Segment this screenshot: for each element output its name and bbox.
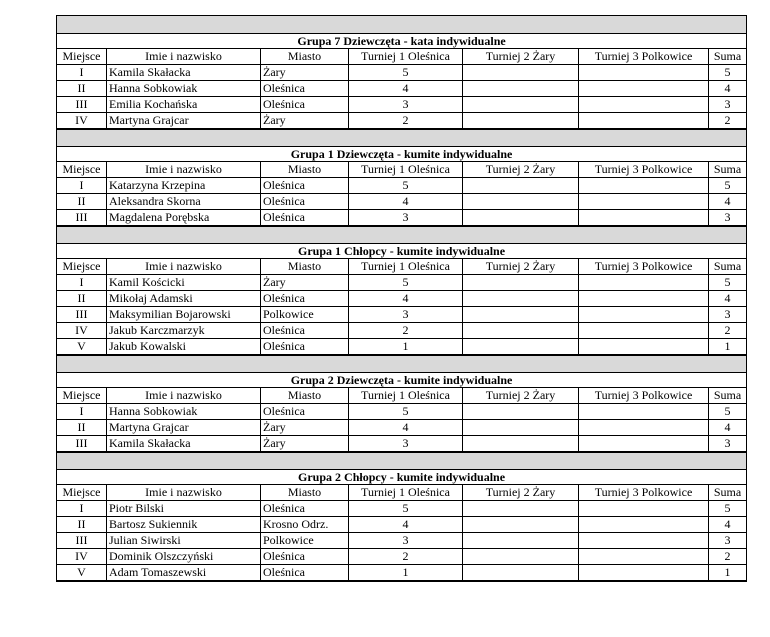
- cell-t2: [463, 533, 579, 549]
- group-title: Grupa 1 Chłopcy - kumite indywidualne: [57, 244, 747, 259]
- cell-t2: [463, 113, 579, 130]
- table-row: [57, 549, 747, 565]
- table-row: [57, 275, 747, 291]
- cell-t1: 4: [349, 420, 463, 436]
- cell-t3: [579, 565, 709, 582]
- column-header: Miejsce: [57, 388, 107, 404]
- cell-t1: 3: [349, 307, 463, 323]
- cell-t1: 5: [349, 501, 463, 517]
- cell-t2: [463, 307, 579, 323]
- column-header: Turniej 3 Polkowice: [579, 485, 709, 501]
- table-row: [57, 210, 747, 227]
- cell-t2: [463, 194, 579, 210]
- cell-t1: 4: [349, 291, 463, 307]
- group-separator: [57, 355, 747, 373]
- cell-t3: [579, 210, 709, 227]
- column-header: Turniej 3 Polkowice: [579, 162, 709, 178]
- cell-place: IV: [57, 323, 107, 339]
- cell-place: III: [57, 533, 107, 549]
- cell-t3: [579, 65, 709, 81]
- cell-place: III: [57, 436, 107, 453]
- table-row: [57, 113, 747, 130]
- cell-t3: [579, 549, 709, 565]
- cell-city: Oleśnica: [261, 291, 349, 307]
- table-row: [57, 97, 747, 113]
- group-title-row: [57, 373, 747, 388]
- group-title: Grupa 2 Chłopcy - kumite indywidualne: [57, 470, 747, 485]
- cell-name: Adam Tomaszewski: [107, 565, 261, 582]
- column-header: Suma: [709, 259, 747, 275]
- table-row: [57, 81, 747, 97]
- separator-cell: [57, 16, 747, 34]
- cell-t2: [463, 339, 579, 356]
- cell-t3: [579, 307, 709, 323]
- cell-place: II: [57, 81, 107, 97]
- table-row: [57, 436, 747, 453]
- column-header: Miejsce: [57, 485, 107, 501]
- cell-city: Oleśnica: [261, 81, 349, 97]
- cell-t2: [463, 97, 579, 113]
- cell-city: Żary: [261, 420, 349, 436]
- cell-city: Oleśnica: [261, 178, 349, 194]
- cell-sum: 4: [709, 517, 747, 533]
- results-table: [56, 15, 747, 582]
- column-header: Miejsce: [57, 162, 107, 178]
- cell-place: V: [57, 339, 107, 356]
- cell-place: I: [57, 404, 107, 420]
- cell-sum: 5: [709, 501, 747, 517]
- column-header-row: [57, 388, 747, 404]
- column-header: Turniej 2 Żary: [463, 259, 579, 275]
- cell-t1: 4: [349, 517, 463, 533]
- cell-t2: [463, 565, 579, 582]
- column-header: Turniej 3 Polkowice: [579, 49, 709, 65]
- cell-t3: [579, 404, 709, 420]
- cell-name: Kamila Skałacka: [107, 65, 261, 81]
- cell-name: Dominik Olszczyński: [107, 549, 261, 565]
- cell-place: II: [57, 291, 107, 307]
- group-title-row: [57, 244, 747, 259]
- cell-name: Emilia Kochańska: [107, 97, 261, 113]
- cell-place: IV: [57, 549, 107, 565]
- cell-place: III: [57, 307, 107, 323]
- cell-sum: 4: [709, 194, 747, 210]
- column-header: Turniej 1 Oleśnica: [349, 485, 463, 501]
- cell-sum: 2: [709, 323, 747, 339]
- cell-t1: 5: [349, 178, 463, 194]
- cell-sum: 3: [709, 210, 747, 227]
- column-header: Turniej 2 Żary: [463, 485, 579, 501]
- column-header: Miejsce: [57, 49, 107, 65]
- column-header: Turniej 3 Polkowice: [579, 259, 709, 275]
- cell-name: Martyna Grajcar: [107, 420, 261, 436]
- column-header: Miasto: [261, 388, 349, 404]
- cell-name: Jakub Karczmarzyk: [107, 323, 261, 339]
- cell-name: Magdalena Porębska: [107, 210, 261, 227]
- cell-place: V: [57, 565, 107, 582]
- cell-city: Oleśnica: [261, 210, 349, 227]
- column-header: Imie i nazwisko: [107, 49, 261, 65]
- cell-city: Oleśnica: [261, 339, 349, 356]
- cell-name: Piotr Bilski: [107, 501, 261, 517]
- column-header: Suma: [709, 49, 747, 65]
- column-header: Turniej 1 Oleśnica: [349, 49, 463, 65]
- cell-place: II: [57, 194, 107, 210]
- table-row: [57, 194, 747, 210]
- cell-t3: [579, 517, 709, 533]
- cell-t3: [579, 113, 709, 130]
- group-title: Grupa 1 Dziewczęta - kumite indywidualne: [57, 147, 747, 162]
- cell-t1: 4: [349, 81, 463, 97]
- cell-t2: [463, 291, 579, 307]
- cell-sum: 5: [709, 404, 747, 420]
- cell-t3: [579, 178, 709, 194]
- cell-name: Hanna Sobkowiak: [107, 404, 261, 420]
- cell-sum: 3: [709, 436, 747, 453]
- cell-name: Jakub Kowalski: [107, 339, 261, 356]
- cell-sum: 2: [709, 549, 747, 565]
- cell-t1: 3: [349, 436, 463, 453]
- cell-sum: 4: [709, 81, 747, 97]
- table-row: [57, 404, 747, 420]
- cell-city: Oleśnica: [261, 565, 349, 582]
- cell-t1: 3: [349, 210, 463, 227]
- cell-t3: [579, 533, 709, 549]
- cell-city: Żary: [261, 275, 349, 291]
- group-separator: [57, 226, 747, 244]
- cell-sum: 5: [709, 178, 747, 194]
- table-row: [57, 517, 747, 533]
- separator-cell: [57, 226, 747, 244]
- column-header-row: [57, 259, 747, 275]
- column-header: Turniej 3 Polkowice: [579, 388, 709, 404]
- cell-t1: 5: [349, 404, 463, 420]
- cell-t2: [463, 436, 579, 453]
- cell-t2: [463, 517, 579, 533]
- column-header: Turniej 2 Żary: [463, 49, 579, 65]
- cell-t3: [579, 291, 709, 307]
- table-row: [57, 323, 747, 339]
- cell-place: II: [57, 420, 107, 436]
- cell-t3: [579, 501, 709, 517]
- cell-t3: [579, 339, 709, 356]
- cell-name: Maksymilian Bojarowski: [107, 307, 261, 323]
- cell-t3: [579, 97, 709, 113]
- group-separator: [57, 16, 747, 34]
- cell-place: III: [57, 210, 107, 227]
- cell-city: Żary: [261, 113, 349, 130]
- column-header: Turniej 1 Oleśnica: [349, 259, 463, 275]
- cell-sum: 4: [709, 420, 747, 436]
- cell-city: Żary: [261, 436, 349, 453]
- column-header: Imie i nazwisko: [107, 259, 261, 275]
- cell-t1: 5: [349, 275, 463, 291]
- cell-name: Katarzyna Krzepina: [107, 178, 261, 194]
- cell-t2: [463, 420, 579, 436]
- cell-city: Żary: [261, 65, 349, 81]
- cell-city: Polkowice: [261, 533, 349, 549]
- cell-name: Bartosz Sukiennik: [107, 517, 261, 533]
- cell-sum: 2: [709, 113, 747, 130]
- cell-t3: [579, 194, 709, 210]
- cell-t2: [463, 65, 579, 81]
- column-header-row: [57, 162, 747, 178]
- column-header: Miejsce: [57, 259, 107, 275]
- table-row: [57, 339, 747, 356]
- table-row: [57, 65, 747, 81]
- cell-city: Polkowice: [261, 307, 349, 323]
- column-header: Turniej 1 Oleśnica: [349, 162, 463, 178]
- column-header: Turniej 1 Oleśnica: [349, 388, 463, 404]
- cell-t2: [463, 549, 579, 565]
- table-row: [57, 565, 747, 582]
- column-header: Miasto: [261, 49, 349, 65]
- group-title-row: [57, 147, 747, 162]
- column-header: Turniej 2 Żary: [463, 162, 579, 178]
- table-row: [57, 533, 747, 549]
- cell-t3: [579, 420, 709, 436]
- cell-t1: 2: [349, 549, 463, 565]
- cell-city: Oleśnica: [261, 501, 349, 517]
- group-separator: [57, 452, 747, 470]
- cell-t3: [579, 323, 709, 339]
- cell-place: II: [57, 517, 107, 533]
- cell-t2: [463, 210, 579, 227]
- group-separator: [57, 129, 747, 147]
- cell-t3: [579, 275, 709, 291]
- column-header: Turniej 2 Żary: [463, 388, 579, 404]
- column-header: Suma: [709, 162, 747, 178]
- cell-place: I: [57, 178, 107, 194]
- cell-sum: 4: [709, 291, 747, 307]
- cell-name: Aleksandra Skorna: [107, 194, 261, 210]
- cell-sum: 3: [709, 307, 747, 323]
- column-header-row: [57, 485, 747, 501]
- cell-city: Oleśnica: [261, 194, 349, 210]
- column-header: Miasto: [261, 485, 349, 501]
- cell-name: Kamila Skałacka: [107, 436, 261, 453]
- cell-t2: [463, 404, 579, 420]
- cell-sum: 3: [709, 97, 747, 113]
- cell-name: Martyna Grajcar: [107, 113, 261, 130]
- column-header: Imie i nazwisko: [107, 485, 261, 501]
- cell-name: Julian Siwirski: [107, 533, 261, 549]
- group-title-row: [57, 470, 747, 485]
- cell-t2: [463, 323, 579, 339]
- cell-city: Oleśnica: [261, 323, 349, 339]
- cell-t1: 5: [349, 65, 463, 81]
- cell-t1: 2: [349, 113, 463, 130]
- column-header-row: [57, 49, 747, 65]
- cell-t1: 3: [349, 533, 463, 549]
- cell-sum: 1: [709, 339, 747, 356]
- column-header: Suma: [709, 485, 747, 501]
- cell-place: IV: [57, 113, 107, 130]
- cell-place: III: [57, 97, 107, 113]
- cell-t1: 4: [349, 194, 463, 210]
- cell-place: I: [57, 275, 107, 291]
- cell-t3: [579, 81, 709, 97]
- column-header: Miasto: [261, 162, 349, 178]
- table-row: [57, 178, 747, 194]
- table-row: [57, 291, 747, 307]
- column-header: Imie i nazwisko: [107, 162, 261, 178]
- cell-t1: 1: [349, 565, 463, 582]
- cell-sum: 1: [709, 565, 747, 582]
- table-row: [57, 307, 747, 323]
- cell-city: Oleśnica: [261, 549, 349, 565]
- cell-t1: 2: [349, 323, 463, 339]
- cell-t2: [463, 81, 579, 97]
- cell-t1: 3: [349, 97, 463, 113]
- separator-cell: [57, 355, 747, 373]
- results-sheet: [56, 15, 746, 582]
- group-title: Grupa 7 Dziewczęta - kata indywidualne: [57, 34, 747, 49]
- cell-place: I: [57, 65, 107, 81]
- cell-sum: 3: [709, 533, 747, 549]
- cell-t2: [463, 178, 579, 194]
- separator-cell: [57, 452, 747, 470]
- cell-city: Oleśnica: [261, 97, 349, 113]
- column-header: Miasto: [261, 259, 349, 275]
- column-header: Suma: [709, 388, 747, 404]
- table-row: [57, 420, 747, 436]
- cell-t2: [463, 275, 579, 291]
- column-header: Imie i nazwisko: [107, 388, 261, 404]
- cell-sum: 5: [709, 275, 747, 291]
- group-title-row: [57, 34, 747, 49]
- cell-t3: [579, 436, 709, 453]
- cell-name: Mikołaj Adamski: [107, 291, 261, 307]
- cell-city: Krosno Odrz.: [261, 517, 349, 533]
- cell-city: Oleśnica: [261, 404, 349, 420]
- group-title: Grupa 2 Dziewczęta - kumite indywidualne: [57, 373, 747, 388]
- separator-cell: [57, 129, 747, 147]
- cell-name: Hanna Sobkowiak: [107, 81, 261, 97]
- cell-name: Kamil Kościcki: [107, 275, 261, 291]
- cell-place: I: [57, 501, 107, 517]
- table-row: [57, 501, 747, 517]
- cell-t2: [463, 501, 579, 517]
- cell-sum: 5: [709, 65, 747, 81]
- results-body: [57, 16, 747, 582]
- cell-t1: 1: [349, 339, 463, 356]
